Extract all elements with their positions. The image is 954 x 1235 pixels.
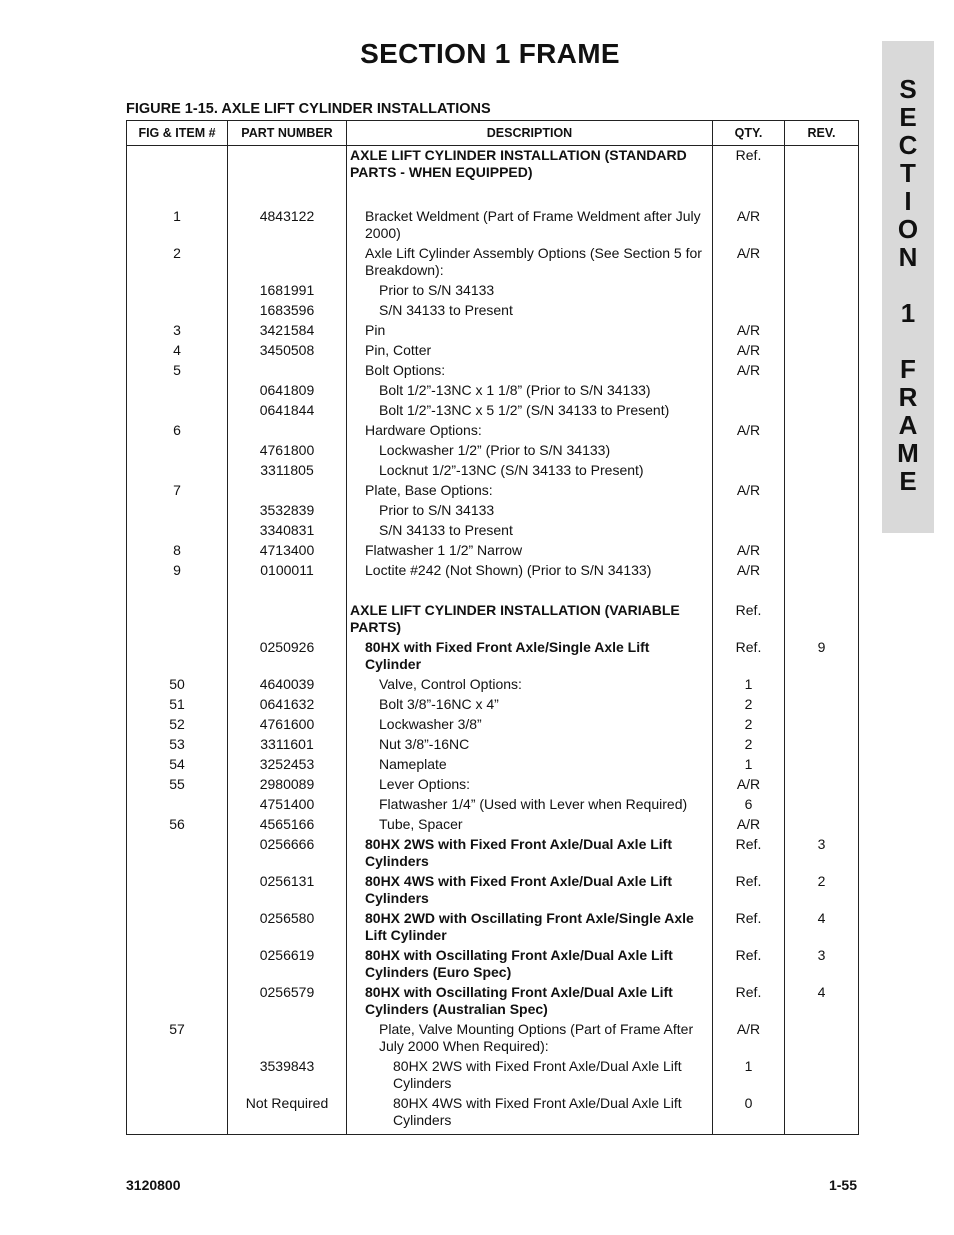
table-row [127, 381, 859, 401]
part-number-cell: 4640039 [228, 675, 347, 695]
part-number-cell: 3252453 [228, 755, 347, 775]
qty-cell: A/R [713, 775, 785, 795]
rev-cell [785, 361, 859, 381]
rev-cell [785, 775, 859, 795]
description-cell: Lever Options: [347, 775, 713, 795]
rev-cell [785, 207, 859, 244]
table-row [127, 715, 859, 735]
qty-cell: Ref. [713, 146, 785, 184]
part-number-cell: 3539843 [228, 1057, 347, 1094]
side-tab-letter: E [899, 466, 917, 496]
rev-cell: 4 [785, 983, 859, 1020]
rev-cell [785, 1094, 859, 1135]
rev-cell [785, 715, 859, 735]
part-number-cell [228, 146, 347, 184]
side-tab-letter: S [899, 74, 917, 104]
rev-cell [785, 501, 859, 521]
qty-cell: Ref. [713, 909, 785, 946]
rev-cell: 3 [785, 835, 859, 872]
rev-cell [785, 146, 859, 184]
description-cell: S/N 34133 to Present [347, 301, 713, 321]
rev-cell [785, 601, 859, 638]
document-number: 3120800 [126, 1177, 181, 1193]
description-cell: AXLE LIFT CYLINDER INSTALLATION (VARIABLE PARTS) [347, 601, 713, 638]
table-row [127, 561, 859, 581]
table-row [127, 183, 859, 207]
qty-cell: Ref. [713, 835, 785, 872]
qty-cell: A/R [713, 541, 785, 561]
fig-item-cell: 57 [127, 1020, 228, 1057]
qty-cell: Ref. [713, 983, 785, 1020]
table-row [127, 521, 859, 541]
description-cell: Plate, Valve Mounting Options (Part of Frame After July 2000 When Required): [347, 1020, 713, 1057]
description-cell: Locknut 1/2”-13NC (S/N 34133 to Present) [347, 461, 713, 481]
fig-item-cell [127, 638, 228, 675]
table-header-row [127, 121, 859, 146]
table-row [127, 481, 859, 501]
rev-cell: 3 [785, 946, 859, 983]
header-qty: QTY. [713, 121, 785, 146]
spacer-cell [127, 183, 228, 207]
fig-item-cell [127, 146, 228, 184]
description-cell: Pin [347, 321, 713, 341]
description-cell: 80HX 4WS with Fixed Front Axle/Dual Axle Lift Cylinders [347, 1094, 713, 1135]
rev-cell [785, 281, 859, 301]
rev-cell [785, 244, 859, 281]
side-tab-letter: M [897, 438, 919, 468]
rev-cell [785, 521, 859, 541]
rev-cell [785, 755, 859, 775]
table-row [127, 581, 859, 601]
fig-item-cell: 55 [127, 775, 228, 795]
table-row [127, 795, 859, 815]
qty-cell: 1 [713, 675, 785, 695]
rev-cell [785, 815, 859, 835]
part-number-cell: 3311805 [228, 461, 347, 481]
description-cell: 80HX with Fixed Front Axle/Single Axle Lift Cylinder [347, 638, 713, 675]
page-number: 1-55 [828, 1177, 857, 1193]
description-cell: Bolt Options: [347, 361, 713, 381]
spacer-cell [785, 183, 859, 207]
spacer-cell [127, 581, 228, 601]
fig-item-cell: 54 [127, 755, 228, 775]
qty-cell: A/R [713, 341, 785, 361]
table-row [127, 638, 859, 675]
description-cell: Valve, Control Options: [347, 675, 713, 695]
parts-table [126, 120, 859, 1135]
table-row [127, 401, 859, 421]
description-cell: Pin, Cotter [347, 341, 713, 361]
part-number-cell [228, 361, 347, 381]
side-tab-letter: T [900, 158, 916, 188]
fig-item-cell [127, 301, 228, 321]
rev-cell [785, 401, 859, 421]
figure-title: FIGURE 1-15. AXLE LIFT CYLINDER INSTALLATIONS [126, 101, 491, 117]
part-number-cell: 4713400 [228, 541, 347, 561]
rev-cell [785, 341, 859, 361]
rev-cell [785, 441, 859, 461]
qty-cell: Ref. [713, 601, 785, 638]
part-number-cell: 4751400 [228, 795, 347, 815]
qty-cell: 2 [713, 715, 785, 735]
table-row [127, 983, 859, 1020]
fig-item-cell [127, 795, 228, 815]
spacer-cell [713, 183, 785, 207]
part-number-cell: 2980089 [228, 775, 347, 795]
description-cell: 80HX 2WS with Fixed Front Axle/Dual Axle Lift Cylinders [347, 835, 713, 872]
description-cell: Plate, Base Options: [347, 481, 713, 501]
qty-cell: A/R [713, 815, 785, 835]
description-cell: Nameplate [347, 755, 713, 775]
rev-cell: 9 [785, 638, 859, 675]
part-number-cell: 0100011 [228, 561, 347, 581]
description-cell: Nut 3/8”-16NC [347, 735, 713, 755]
description-cell: Flatwasher 1 1/2” Narrow [347, 541, 713, 561]
header-description: DESCRIPTION [347, 121, 713, 146]
part-number-cell: 0250926 [228, 638, 347, 675]
part-number-cell [228, 244, 347, 281]
header-part-number: PART NUMBER [228, 121, 347, 146]
description-cell: Tube, Spacer [347, 815, 713, 835]
qty-cell [713, 461, 785, 481]
fig-item-cell [127, 872, 228, 909]
qty-cell: 1 [713, 1057, 785, 1094]
qty-cell [713, 301, 785, 321]
description-cell: Axle Lift Cylinder Assembly Options (See Section 5 for Breakdown): [347, 244, 713, 281]
header-fig-item: FIG & ITEM # [127, 121, 228, 146]
table-row [127, 321, 859, 341]
table-row [127, 441, 859, 461]
fig-item-cell [127, 983, 228, 1020]
qty-cell [713, 501, 785, 521]
spacer-cell [228, 581, 347, 601]
fig-item-cell: 4 [127, 341, 228, 361]
description-cell: Bolt 1/2”-13NC x 1 1/8” (Prior to S/N 34133) [347, 381, 713, 401]
table-row [127, 461, 859, 481]
fig-item-cell: 6 [127, 421, 228, 441]
part-number-cell: 0641809 [228, 381, 347, 401]
table-row [127, 421, 859, 441]
qty-cell: 2 [713, 695, 785, 715]
table-row [127, 735, 859, 755]
qty-cell: 2 [713, 735, 785, 755]
fig-item-cell [127, 946, 228, 983]
qty-cell [713, 381, 785, 401]
table-row [127, 695, 859, 715]
part-number-cell: 0256619 [228, 946, 347, 983]
table-row [127, 244, 859, 281]
fig-item-cell [127, 601, 228, 638]
fig-item-cell: 3 [127, 321, 228, 341]
qty-cell: A/R [713, 481, 785, 501]
qty-cell: A/R [713, 207, 785, 244]
part-number-cell: 4565166 [228, 815, 347, 835]
header-rev: REV. [785, 121, 859, 146]
rev-cell: 2 [785, 872, 859, 909]
description-cell: 80HX 2WS with Fixed Front Axle/Dual Axle Lift Cylinders [347, 1057, 713, 1094]
qty-cell: Ref. [713, 946, 785, 983]
qty-cell: Ref. [713, 638, 785, 675]
table-row [127, 341, 859, 361]
side-tab-letter: 1 [900, 298, 916, 328]
table-row [127, 775, 859, 795]
fig-item-cell: 52 [127, 715, 228, 735]
qty-cell [713, 401, 785, 421]
description-cell: Bracket Weldment (Part of Frame Weldment after July 2000) [347, 207, 713, 244]
description-cell: Lockwasher 3/8” [347, 715, 713, 735]
description-cell: Hardware Options: [347, 421, 713, 441]
table-row [127, 909, 859, 946]
part-number-cell: 0256666 [228, 835, 347, 872]
side-tab-letter: O [897, 214, 919, 244]
rev-cell [785, 301, 859, 321]
rev-cell [785, 381, 859, 401]
rev-cell [785, 1020, 859, 1057]
rev-cell [785, 481, 859, 501]
table-row [127, 146, 859, 184]
side-tab-letter: C [898, 130, 918, 160]
spacer-cell [228, 183, 347, 207]
table-row [127, 207, 859, 244]
table-row [127, 815, 859, 835]
spacer-cell [713, 581, 785, 601]
part-number-cell: 1683596 [228, 301, 347, 321]
rev-cell [785, 735, 859, 755]
fig-item-cell [127, 835, 228, 872]
description-cell: Loctite #242 (Not Shown) (Prior to S/N 34133) [347, 561, 713, 581]
rev-cell [785, 675, 859, 695]
part-number-cell: 3450508 [228, 341, 347, 361]
side-tab-letter: E [899, 102, 917, 132]
side-tab-letter: F [900, 354, 916, 384]
qty-cell [713, 441, 785, 461]
qty-cell: Ref. [713, 872, 785, 909]
fig-item-cell: 56 [127, 815, 228, 835]
fig-item-cell [127, 521, 228, 541]
part-number-cell [228, 601, 347, 638]
fig-item-cell: 8 [127, 541, 228, 561]
qty-cell [713, 521, 785, 541]
description-cell: 80HX 2WD with Oscillating Front Axle/Single Axle Lift Cylinder [347, 909, 713, 946]
table-row [127, 946, 859, 983]
rev-cell [785, 561, 859, 581]
fig-item-cell [127, 461, 228, 481]
part-number-cell: Not Required [228, 1094, 347, 1135]
table-row [127, 1057, 859, 1094]
description-cell: Lockwasher 1/2” (Prior to S/N 34133) [347, 441, 713, 461]
rev-cell [785, 795, 859, 815]
fig-item-cell: 5 [127, 361, 228, 381]
rev-cell [785, 1057, 859, 1094]
fig-item-cell: 50 [127, 675, 228, 695]
part-number-cell: 4843122 [228, 207, 347, 244]
fig-item-cell: 2 [127, 244, 228, 281]
qty-cell: 1 [713, 755, 785, 775]
qty-cell: A/R [713, 1020, 785, 1057]
qty-cell: 6 [713, 795, 785, 815]
part-number-cell [228, 421, 347, 441]
section-side-tab [882, 41, 934, 533]
spacer-cell [347, 183, 713, 207]
qty-cell [713, 281, 785, 301]
part-number-cell: 4761600 [228, 715, 347, 735]
part-number-cell: 0256579 [228, 983, 347, 1020]
table-row [127, 361, 859, 381]
table-row [127, 541, 859, 561]
table-row [127, 675, 859, 695]
page-title: SECTION 1 FRAME [360, 38, 620, 69]
description-cell: Flatwasher 1/4” (Used with Lever when Required) [347, 795, 713, 815]
spacer-cell [347, 581, 713, 601]
part-number-cell [228, 1020, 347, 1057]
table-row [127, 281, 859, 301]
fig-item-cell: 51 [127, 695, 228, 715]
description-cell: AXLE LIFT CYLINDER INSTALLATION (STANDARD PARTS - WHEN EQUIPPED) [347, 146, 713, 184]
description-cell: S/N 34133 to Present [347, 521, 713, 541]
side-tab-letter: A [898, 410, 918, 440]
table-row [127, 872, 859, 909]
fig-item-cell [127, 909, 228, 946]
qty-cell: A/R [713, 561, 785, 581]
description-cell: 80HX with Oscillating Front Axle/Dual Axle Lift Cylinders (Australian Spec) [347, 983, 713, 1020]
spacer-cell [785, 581, 859, 601]
qty-cell: A/R [713, 244, 785, 281]
side-tab-letter: R [898, 382, 918, 412]
table-row [127, 1020, 859, 1057]
rev-cell [785, 421, 859, 441]
table-row [127, 1094, 859, 1135]
description-cell: 80HX with Oscillating Front Axle/Dual Axle Lift Cylinders (Euro Spec) [347, 946, 713, 983]
fig-item-cell [127, 501, 228, 521]
fig-item-cell: 53 [127, 735, 228, 755]
fig-item-cell [127, 381, 228, 401]
part-number-cell: 0641632 [228, 695, 347, 715]
qty-cell: A/R [713, 321, 785, 341]
description-cell: Bolt 1/2”-13NC x 5 1/2” (S/N 34133 to Present) [347, 401, 713, 421]
table-row [127, 835, 859, 872]
part-number-cell: 3311601 [228, 735, 347, 755]
fig-item-cell [127, 401, 228, 421]
description-cell: Prior to S/N 34133 [347, 501, 713, 521]
rev-cell: 4 [785, 909, 859, 946]
rev-cell [785, 321, 859, 341]
fig-item-cell: 9 [127, 561, 228, 581]
fig-item-cell [127, 1094, 228, 1135]
qty-cell: 0 [713, 1094, 785, 1135]
fig-item-cell: 1 [127, 207, 228, 244]
rev-cell [785, 695, 859, 715]
part-number-cell [228, 481, 347, 501]
part-number-cell: 3340831 [228, 521, 347, 541]
table-row [127, 755, 859, 775]
part-number-cell: 4761800 [228, 441, 347, 461]
fig-item-cell [127, 1057, 228, 1094]
rev-cell [785, 541, 859, 561]
side-tab-letter: N [898, 242, 918, 272]
fig-item-cell: 7 [127, 481, 228, 501]
table-row [127, 501, 859, 521]
part-number-cell: 0256131 [228, 872, 347, 909]
description-cell: Prior to S/N 34133 [347, 281, 713, 301]
part-number-cell: 1681991 [228, 281, 347, 301]
description-cell: Bolt 3/8”-16NC x 4” [347, 695, 713, 715]
side-tab-letter: I [904, 186, 912, 216]
table-row [127, 301, 859, 321]
fig-item-cell [127, 441, 228, 461]
fig-item-cell [127, 281, 228, 301]
rev-cell [785, 461, 859, 481]
part-number-cell: 3421584 [228, 321, 347, 341]
description-cell: 80HX 4WS with Fixed Front Axle/Dual Axle Lift Cylinders [347, 872, 713, 909]
part-number-cell: 0641844 [228, 401, 347, 421]
qty-cell: A/R [713, 421, 785, 441]
qty-cell: A/R [713, 361, 785, 381]
part-number-cell: 3532839 [228, 501, 347, 521]
table-row [127, 601, 859, 638]
part-number-cell: 0256580 [228, 909, 347, 946]
